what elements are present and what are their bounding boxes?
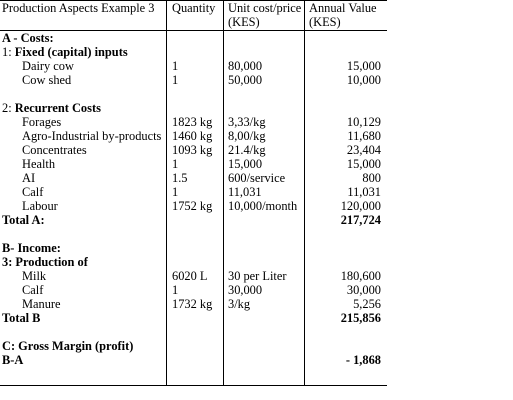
row-annual-value: 800 [362, 171, 381, 185]
row-item: Concentrates [22, 143, 87, 157]
header-unit-cost-unit: (KES) [228, 15, 260, 29]
row-item: Cow shed [22, 73, 72, 87]
section-b-heading: B- Income: [2, 241, 61, 255]
row-unit-cost: 3,33/kg [228, 115, 266, 129]
row-unit-cost: 11,031 [228, 185, 262, 199]
column-divider-2 [223, 0, 224, 386]
row-item: Manure [22, 297, 61, 311]
row-quantity: 1460 kg [172, 129, 213, 143]
header-annual-value: Annual Value [309, 1, 377, 15]
row-annual-value: 120,000 [340, 199, 381, 213]
row-annual-value: 10,129 [346, 115, 381, 129]
fixed-inputs-heading-text: Fixed (capital) inputs [14, 45, 128, 59]
row-annual-value: 180,600 [340, 269, 381, 283]
row-item: Calf [22, 283, 44, 297]
row-quantity: 1 [172, 73, 179, 87]
row-unit-cost: 15,000 [228, 157, 263, 171]
b-minus-a-label: B-A [2, 353, 24, 367]
table-bottom-border [0, 385, 387, 386]
row-quantity: 1732 kg [172, 297, 213, 311]
row-quantity: 1 [172, 157, 179, 171]
row-quantity: 6020 L [172, 269, 208, 283]
row-annual-value: 30,000 [346, 283, 381, 297]
row-annual-value: 5,256 [353, 297, 381, 311]
row-item: Agro-Industrial by-products [22, 129, 162, 143]
row-unit-cost: 21.4/kg [228, 143, 266, 157]
recurrent-costs-heading: 2: Recurrent Costs [2, 101, 101, 115]
column-divider-3 [304, 0, 305, 386]
total-a-value: 217,724 [340, 213, 381, 227]
row-unit-cost: 30,000 [228, 283, 263, 297]
total-a-label: Total A: [2, 213, 45, 227]
row-item: AI [22, 171, 36, 185]
production-of-heading: 3: Production of [2, 255, 88, 269]
row-annual-value: 15,000 [346, 157, 381, 171]
row-unit-cost: 600/service [228, 171, 286, 185]
fixed-inputs-heading: 1: Fixed (capital) inputs [2, 45, 128, 59]
row-annual-value: 10,000 [346, 73, 381, 87]
row-annual-value: 15,000 [346, 59, 381, 73]
gross-margin-value: - 1,868 [345, 353, 381, 367]
row-unit-cost: 50,000 [228, 73, 263, 87]
row-quantity: 1093 kg [172, 143, 213, 157]
row-item: Labour [22, 199, 58, 213]
row-item: Milk [22, 269, 47, 283]
row-annual-value: 23,404 [346, 143, 381, 157]
column-divider-1 [166, 0, 167, 386]
total-b-value: 215,856 [340, 311, 381, 325]
row-annual-value: 11,031 [347, 185, 381, 199]
row-unit-cost: 3/kg [228, 297, 251, 311]
row-quantity: 1823 kg [172, 115, 213, 129]
total-b-label: Total B [2, 311, 41, 325]
row-unit-cost: 30 per Liter [228, 269, 287, 283]
row-item: Calf [22, 185, 44, 199]
row-quantity: 1752 kg [172, 199, 213, 213]
row-quantity: 1 [172, 185, 179, 199]
header-annual-value-unit: (KES) [309, 15, 341, 29]
row-quantity: 1 [172, 59, 179, 73]
header-unit-cost: Unit cost/price [228, 1, 302, 15]
section-c-heading: C: Gross Margin (profit) [2, 339, 134, 353]
row-unit-cost: 8,00/kg [228, 129, 266, 143]
row-item: Forages [22, 115, 62, 129]
row-annual-value: 11,680 [347, 129, 381, 143]
header-aspects: Production Aspects Example 3 [2, 1, 155, 15]
header-quantity: Quantity [172, 1, 216, 15]
row-quantity: 1 [172, 283, 179, 297]
row-unit-cost: 10,000/month [228, 199, 298, 213]
row-unit-cost: 80,000 [228, 59, 263, 73]
recurrent-costs-heading-text: Recurrent Costs [14, 101, 101, 115]
row-quantity: 1.5 [172, 171, 188, 185]
header-divider [0, 30, 387, 31]
row-item: Dairy cow [22, 59, 74, 73]
section-a-heading: A - Costs: [2, 31, 54, 45]
row-item: Health [22, 157, 56, 171]
